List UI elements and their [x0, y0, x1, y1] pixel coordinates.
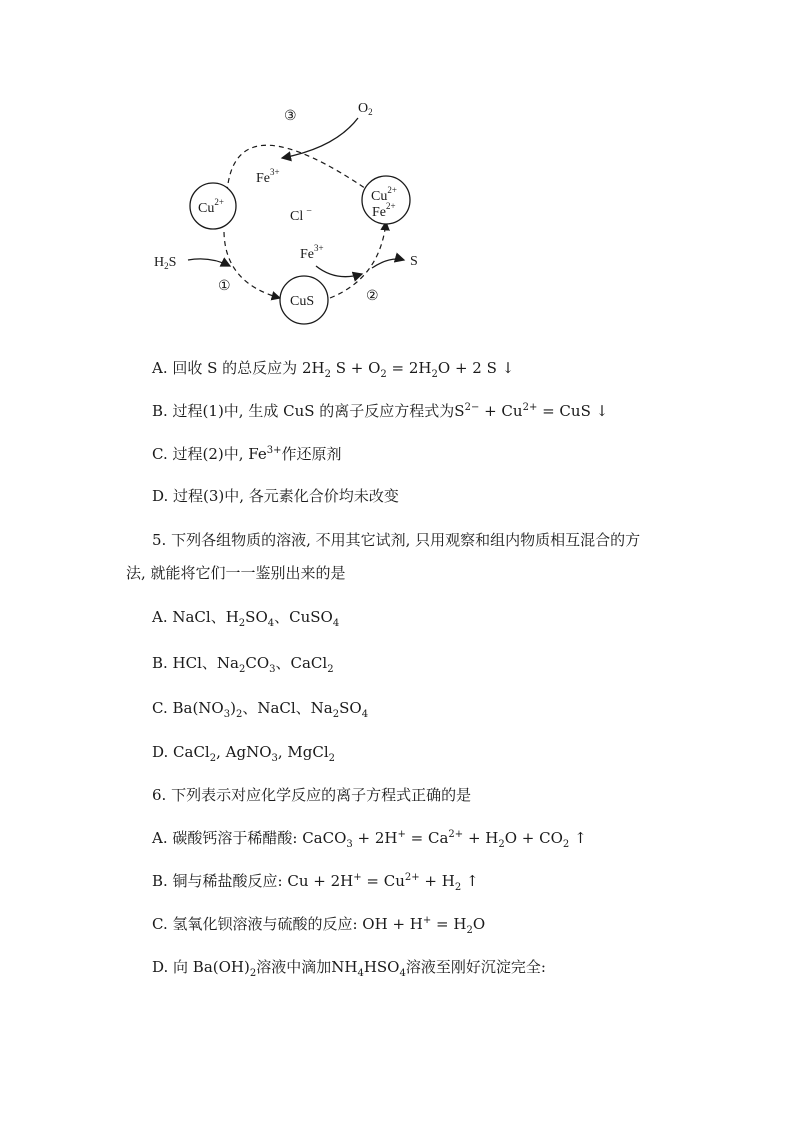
q5-stem-line2: 法, 就能将它们一一鉴别出来的是: [126, 564, 346, 582]
fe2-label-right: $Fe^{2+}$: [372, 201, 396, 220]
cycle-arc-left: [224, 232, 280, 298]
q6-stem: 6. 下列表示对应化学反应的离子方程式正确的是: [152, 786, 472, 804]
q5-option-b: B. HCl、$Na_2CO_3$、CaCl$_2$: [152, 654, 334, 675]
q4-option-c: C. 过程(2)中, $Fe^{3+}$作还原剂: [152, 445, 342, 463]
q5-stem-line1: 5. 下列各组物质的溶液, 不用其它试剂, 只用观察和组内物质相互混合的方: [152, 531, 641, 549]
q5-option-d: D. CaCl$_2$, AgNO$_3$, MgCl$_2$: [152, 743, 336, 764]
h2s-label: $H_2S$: [154, 255, 177, 271]
s-label: S: [410, 254, 418, 269]
cus-label: CuS: [290, 294, 315, 309]
q6-option-a: A. 碳酸钙溶于稀醋酸: CaCO$_3$ + $2H^+ = Ca^{2+} + H_2O + CO_2$ ↑: [152, 829, 587, 850]
cu2-label-right: $Cu^{2+}$: [371, 185, 397, 204]
o2-label: $O_2$: [358, 101, 373, 117]
step-2-label: ②: [366, 289, 379, 304]
q5-option-a: A. NaCl、$H_2SO_4$、CuSO$_4$: [152, 608, 340, 629]
q6-option-b: B. 铜与稀盐酸反应: $Cu + 2H^+ = Cu^{2+} + H_2$ ↑: [152, 872, 479, 893]
arrow-o2: [282, 118, 358, 158]
cycle-arc-right: [330, 222, 386, 298]
cycle-arc-top: [227, 145, 372, 193]
q6-option-d: D. 向 $Ba(OH)_2$溶液中滴加$NH_4HSO_4$溶液至刚好沉淀完全:: [152, 958, 546, 979]
q6-option-c: C. 氢氧化钡溶液与硫酸的反应: OH + $H^+ = H_2O$: [152, 915, 486, 936]
step-3-label: ③: [284, 109, 297, 124]
arrow-s: [372, 259, 404, 268]
q5-option-c: C. $Ba(NO_3)_2$、NaCl、$Na_2SO_4$: [152, 699, 369, 720]
arrow-h2s: [188, 259, 230, 266]
arrow-fe3: [316, 266, 362, 277]
fe3-label-bottom: $Fe^{3+}$: [300, 243, 324, 262]
step-1-label: ①: [218, 279, 231, 294]
cu2-label-left: $Cu^{2+}$: [198, 197, 224, 216]
reaction-cycle-diagram: [140, 88, 440, 338]
cl-label: Cl −: [290, 206, 312, 224]
q4-option-d: D. 过程(3)中, 各元素化合价均未改变: [152, 487, 399, 505]
fe3-label-top: $Fe^{3+}$: [256, 167, 280, 186]
q4-option-a: A. 回收 S 的总反应为 $2H_2$ $S + O_2 = 2H_2O + 2$ S ↓: [152, 359, 515, 380]
q4-option-b: B. 过程(1)中, 生成 CuS 的离子反应方程式为$S^{2-} + Cu^{2+}$ = CuS ↓: [152, 402, 609, 420]
